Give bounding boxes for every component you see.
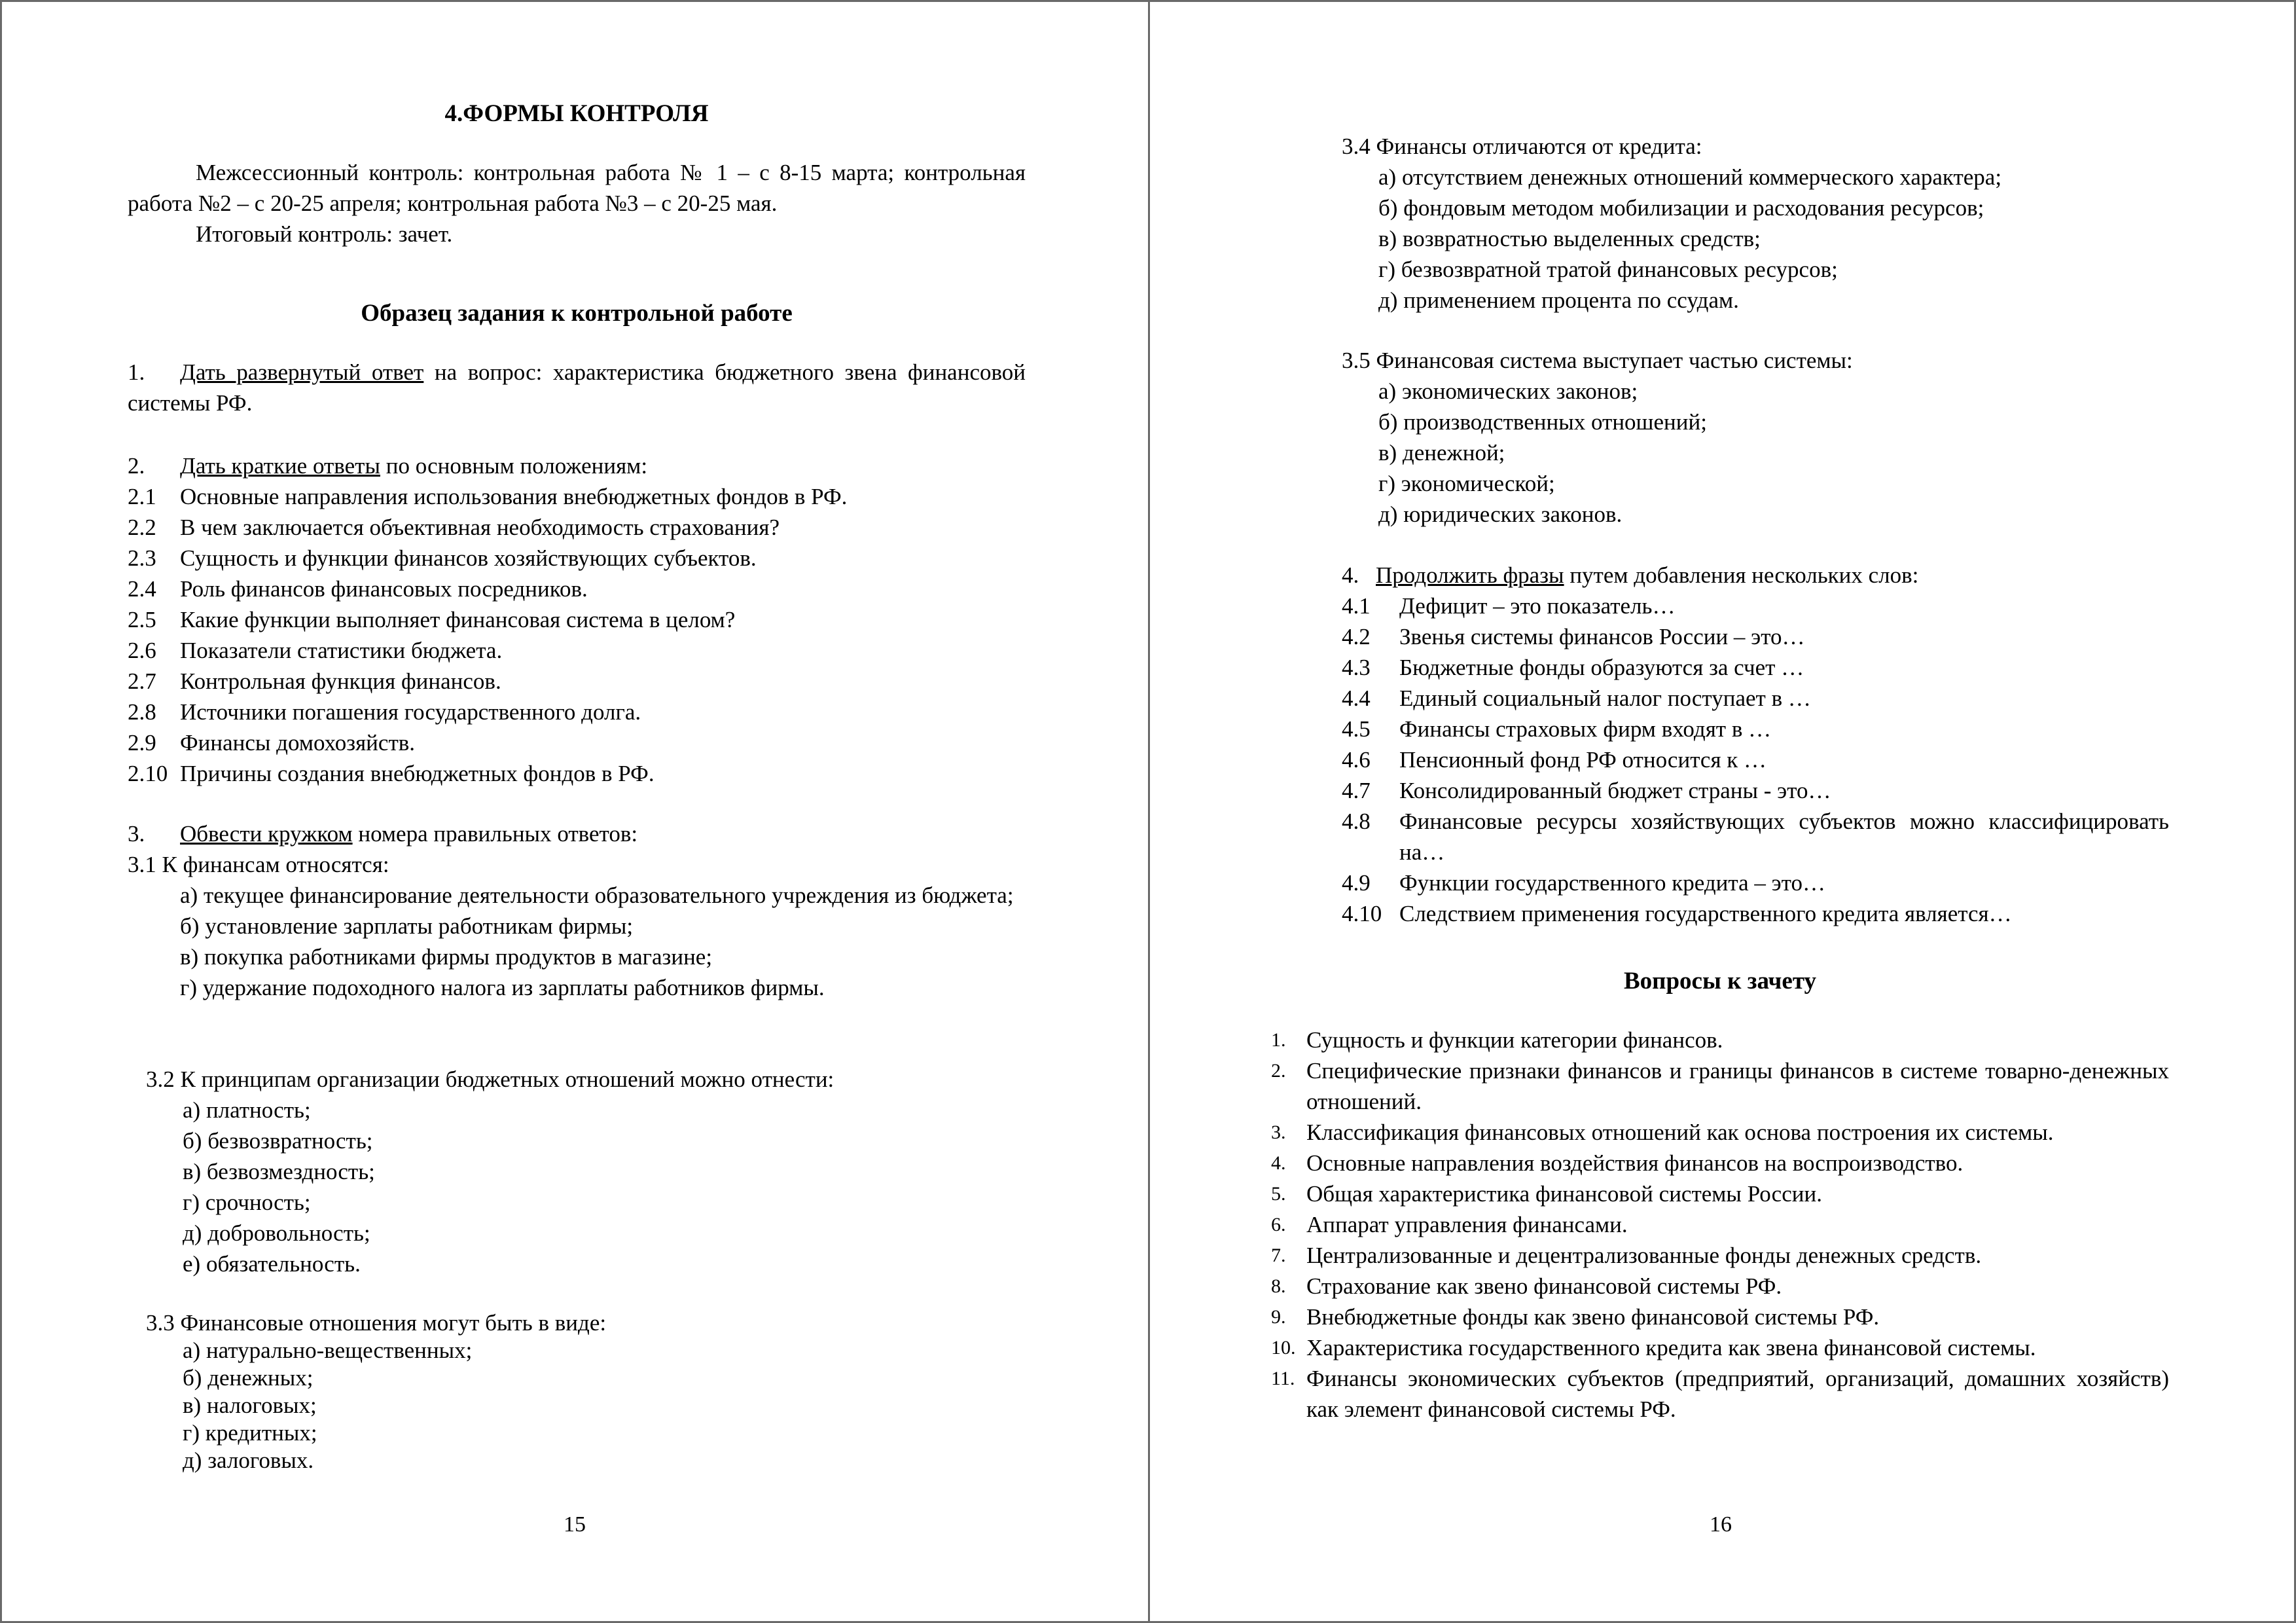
task-2-number: 2. [128, 453, 145, 479]
question-3-4-option: б) фондовым методом мобилизации и расходования ресурсов; [1378, 195, 1984, 221]
task-3 [128, 818, 1026, 1003]
task-2-item-number: 2.5 [128, 607, 156, 632]
task-4-item-text: Пенсионный фонд РФ относится к … [1399, 747, 1767, 773]
task-4-item-text: Следствием применения государственного кредита является… [1399, 901, 2012, 926]
task-4-item-text: Финансы страховых фирм входят в … [1399, 716, 1772, 742]
question-3-2-option: б) безвозвратность; [183, 1128, 373, 1154]
exam-question-text: Сущность и функции категории финансов. [1306, 1027, 1723, 1053]
task-2-list [128, 481, 1026, 789]
exam-question-number: 4. [1271, 1152, 1286, 1174]
question-3-3-option: б) денежных; [183, 1365, 314, 1391]
task-2-item-text: Показатели статистики бюджета. [180, 638, 503, 663]
task-2-item-text: Причины создания внебюджетных фондов в РФ. [180, 761, 655, 786]
exam-question-number: 2. [1271, 1060, 1286, 1082]
exam-question-text: Классификация финансовых отношений как основа построения их системы. [1306, 1120, 2054, 1145]
task-2-item-text: Роль финансов финансовых посредников. [180, 576, 588, 602]
question-3-5-option: д) юридических законов. [1378, 501, 1623, 527]
task-2-item [128, 574, 1026, 604]
task-2-item-number: 2.1 [128, 484, 156, 509]
task-4-item-text: Дефицит – это показатель… [1399, 593, 1676, 619]
task-2-item-number: 2.7 [128, 668, 156, 694]
question-3-5-options [1342, 376, 2169, 530]
question-3-5-option: б) производственных отношений; [1378, 409, 1707, 435]
task-4-item [1342, 621, 2169, 652]
exam-question-number: 8. [1271, 1275, 1286, 1297]
task-2-item [128, 666, 1026, 697]
question-3-4-title: 3.4 Финансы отличаются от кредита: [1342, 134, 1702, 159]
task-2-item [128, 635, 1026, 666]
task-4-item-number: 4.3 [1342, 655, 1371, 680]
section-heading: 4.ФОРМЫ КОНТРОЛЯ [444, 100, 709, 127]
left-page-content [128, 0, 1026, 1623]
sample-task-heading: Образец задания к контрольной работе [361, 300, 793, 327]
task-2-keyword: Дать краткие ответы [180, 453, 380, 479]
exam-question-number: 9. [1271, 1306, 1286, 1328]
page-number-right: 16 [1710, 1512, 1732, 1537]
exam-question [1271, 1025, 2169, 1055]
exam-question-text: Аппарат управления финансами. [1306, 1212, 1628, 1237]
task-4-item [1342, 683, 2169, 714]
exam-question-text: Основные направления воздействия финансов на воспроизводство. [1306, 1150, 1964, 1176]
task-4-number: 4. [1342, 562, 1359, 588]
exam-question-number: 1. [1271, 1029, 1286, 1051]
task-4-item-text: Финансовые ресурсы хозяйствующих субъектов можно классифицировать на… [1399, 809, 2169, 865]
exam-question [1271, 1302, 2169, 1332]
question-3-3-options [146, 1337, 1026, 1474]
final-control-text: Итоговый контроль: зачет. [196, 221, 453, 247]
task-2-item [128, 543, 1026, 574]
question-3-4-option: а) отсутствием денежных отношений коммерческого характера; [1378, 164, 2002, 190]
task-4-item [1342, 652, 2169, 683]
question-3-1-option: в) покупка работниками фирмы продуктов в магазине; [180, 944, 713, 970]
exam-question-text: Характеристика государственного кредита как звена финансовой системы. [1306, 1335, 2036, 1360]
task-2-item-text: Финансы домохозяйств. [180, 730, 416, 756]
exam-question [1271, 1209, 2169, 1240]
exam-question-number: 10. [1271, 1337, 1296, 1359]
task-3-text: номера правильных ответов: [352, 821, 638, 847]
question-3-2-option: г) срочность; [183, 1190, 311, 1215]
task-2-item-number: 2.2 [128, 515, 156, 540]
question-3-4 [1271, 131, 2169, 316]
task-2-item [128, 604, 1026, 635]
question-3-5-option: а) экономических законов; [1378, 378, 1638, 404]
task-2-item-text: Сущность и функции финансов хозяйствующих субъектов. [180, 545, 757, 571]
task-2-item-text: Основные направления использования внебюджетных фондов в РФ. [180, 484, 848, 509]
task-2-item-text: Контрольная функция финансов. [180, 668, 501, 694]
task-3-number: 3. [128, 821, 145, 847]
exam-question-text: Финансы экономических субъектов (предприятий, организаций, домашних хозяйств) как элемент финансовой системы РФ. [1306, 1366, 2169, 1422]
question-3-4-option: д) применением процента по ссудам. [1378, 287, 1739, 313]
task-4-item-text: Бюджетные фонды образуются за счет … [1399, 655, 1804, 680]
question-3-3-option: г) кредитных; [183, 1420, 317, 1446]
question-3-1-options [128, 880, 1026, 1003]
task-4-item [1342, 591, 2169, 621]
exam-questions-heading: Вопросы к зачету [1623, 968, 1817, 994]
task-2-item [128, 758, 1026, 789]
task-4-item-number: 4.1 [1342, 593, 1371, 619]
task-2-item [128, 481, 1026, 512]
task-4-keyword: Продолжить фразы [1376, 562, 1564, 588]
exam-question-number: 7. [1271, 1245, 1286, 1266]
task-2-item [128, 512, 1026, 543]
task-2-item-text: Источники погашения государственного долга. [180, 699, 641, 725]
question-3-3-title: 3.3 Финансовые отношения могут быть в виде: [146, 1310, 607, 1336]
task-4-item-number: 4.5 [1342, 716, 1371, 742]
task-2-item-text: Какие функции выполняет финансовая система в целом? [180, 607, 736, 632]
exam-question-number: 11. [1271, 1368, 1295, 1389]
exam-question [1271, 1271, 2169, 1302]
exam-question [1271, 1055, 2169, 1117]
question-3-2-option: а) платность; [183, 1097, 311, 1123]
task-4-item-number: 4.4 [1342, 685, 1371, 711]
intro-block [128, 157, 1026, 249]
task-4-item-number: 4.7 [1342, 778, 1371, 803]
exam-question [1271, 1240, 2169, 1271]
task-4-item-text: Единый социальный налог поступает в … [1399, 685, 1811, 711]
question-3-1-option: г) удержание подоходного налога из зарплаты работников фирмы. [180, 975, 825, 1000]
question-3-2-title: 3.2 К принципам организации бюджетных отношений можно отнести: [146, 1067, 834, 1092]
task-2-item-number: 2.9 [128, 730, 156, 756]
task-2-item-number: 2.4 [128, 576, 156, 602]
exam-question-text: Централизованные и децентрализованные фонды денежных средств. [1306, 1243, 1982, 1268]
question-3-4-option: в) возвратностью выделенных средств; [1378, 226, 1761, 251]
exam-question-number: 3. [1271, 1122, 1286, 1143]
exam-question-number: 5. [1271, 1183, 1286, 1205]
exam-question [1271, 1363, 2169, 1425]
question-3-5-option: г) экономической; [1378, 471, 1555, 496]
exam-question-text: Общая характеристика финансовой системы России. [1306, 1181, 1822, 1207]
question-3-4-options [1342, 162, 2169, 316]
task-4-item-number: 4.9 [1342, 870, 1371, 896]
question-3-5-option: в) денежной; [1378, 440, 1505, 465]
question-3-2 [128, 1064, 1026, 1279]
task-2-text: по основным положениям: [380, 453, 648, 479]
intro-paragraph: Межсессионный контроль: контрольная работа № 1 – с 8-15 марта; контрольная работа №2 – с 20-25 апреля; контрольная работа №3 – с 20-25 мая. [128, 160, 1026, 216]
question-3-2-option: е) обязательность. [183, 1251, 361, 1277]
exam-question [1271, 1148, 2169, 1178]
task-4-item-number: 4.6 [1342, 747, 1371, 773]
task-1-keyword: Дать развернутый ответ [180, 359, 424, 385]
right-page-content [1271, 0, 2169, 1623]
task-4-item-text: Звенья системы финансов России – это… [1399, 624, 1805, 649]
task-4-item-number: 4.8 [1342, 809, 1371, 834]
question-3-2-option: в) безвозмездность; [183, 1159, 375, 1184]
task-4-list [1342, 591, 2169, 929]
task-4-item [1342, 806, 2169, 867]
exam-question [1271, 1332, 2169, 1363]
task-1-text: на вопрос: характеристика бюджетного звена финансовой системы РФ. [128, 359, 1026, 416]
task-4 [1271, 560, 2169, 929]
question-3-3 [128, 1309, 1026, 1474]
question-3-5-title: 3.5 Финансовая система выступает частью системы: [1342, 348, 1853, 373]
exam-question-text: Специфические признаки финансов и границы финансов в системе товарно-денежных отношений. [1306, 1058, 2169, 1114]
exam-question-text: Страхование как звено финансовой системы РФ. [1306, 1273, 1782, 1299]
question-3-3-option: а) натурально-вещественных; [183, 1338, 473, 1363]
question-3-1-option: б) установление зарплаты работникам фирмы; [180, 913, 634, 939]
exam-questions-list [1271, 1025, 2169, 1425]
task-2-item-text: В чем заключается объективная необходимость страхования? [180, 515, 780, 540]
task-4-item [1342, 898, 2169, 929]
task-4-item [1342, 775, 2169, 806]
task-4-item-number: 4.2 [1342, 624, 1371, 649]
task-4-item-number: 4.10 [1342, 901, 1382, 926]
task-4-text: путем добавления нескольких слов: [1564, 562, 1919, 588]
task-2-item [128, 697, 1026, 727]
question-3-1-option: а) текущее финансирование деятельности образовательного учреждения из бюджета; [180, 883, 1014, 908]
task-3-keyword: Обвести кружком [180, 821, 353, 847]
exam-question-text: Внебюджетные фонды как звено финансовой системы РФ. [1306, 1304, 1880, 1330]
exam-question [1271, 1178, 2169, 1209]
task-2-item [128, 727, 1026, 758]
task-4-item [1342, 867, 2169, 898]
question-3-4-option: г) безвозвратной тратой финансовых ресурсов; [1378, 257, 1838, 282]
task-4-item-text: Консолидированный бюджет страны - это… [1399, 778, 1831, 803]
question-3-2-option: д) добровольность; [183, 1220, 370, 1246]
task-2-item-number: 2.6 [128, 638, 156, 663]
question-3-3-option: д) залоговых. [183, 1448, 314, 1473]
question-3-1-title: 3.1 К финансам относятся: [128, 852, 389, 877]
page-number-left: 15 [564, 1512, 586, 1537]
task-4-item-text: Функции государственного кредита – это… [1399, 870, 1826, 896]
task-4-item [1342, 714, 2169, 744]
task-2-item-number: 2.3 [128, 545, 156, 571]
task-1-number: 1. [128, 359, 145, 385]
task-2-item-number: 2.8 [128, 699, 156, 725]
task-4-item [1342, 744, 2169, 775]
exam-question-number: 6. [1271, 1214, 1286, 1235]
task-2 [128, 450, 1026, 789]
question-3-2-options [146, 1095, 1026, 1279]
exam-question [1271, 1117, 2169, 1148]
question-3-5 [1271, 345, 2169, 530]
task-2-item-number: 2.10 [128, 761, 168, 786]
question-3-3-option: в) налоговых; [183, 1393, 317, 1418]
task-1 [128, 357, 1026, 418]
